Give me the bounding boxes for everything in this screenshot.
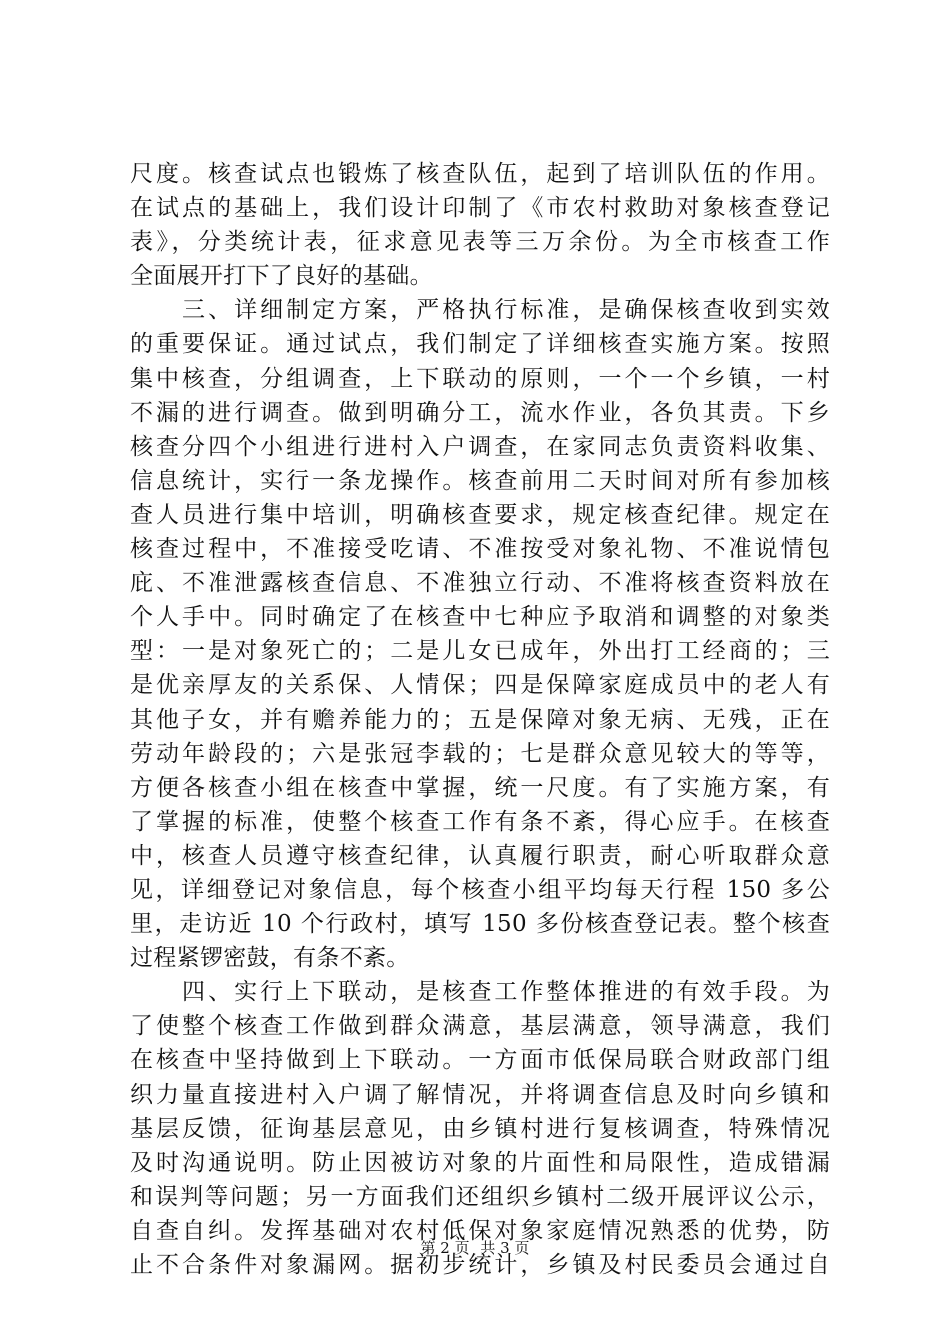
- text-line: 信息统计，实行一条龙操作。核查前用二天时间对所有参加核: [130, 467, 830, 494]
- text-line: 基层反馈，征询基层意见，由乡镇村进行复核调查，特殊情况: [130, 1115, 830, 1142]
- text-line: 自查自纠。发挥基础对农村低保对象家庭情况熟悉的优势，防: [130, 1217, 830, 1244]
- text-line: 庇、不准泄露核查信息、不准独立行动、不准将核查资料放在: [130, 570, 830, 597]
- text-line: 四、实行上下联动，是核查工作整体推进的有效手段。为: [130, 979, 830, 1006]
- page-total: 共 3 页: [480, 1239, 530, 1257]
- text-line: 见，详细登记对象信息，每个核查小组平均每天行程 150 多公: [130, 876, 830, 903]
- text-line: 止不合条件对象漏网。据初步统计，乡镇及村民委员会通过自: [130, 1252, 830, 1278]
- text-line: 三、详细制定方案，严格执行标准，是确保核查收到实效: [130, 297, 830, 324]
- text-line: 劳动年龄段的；六是张冠李载的；七是群众意见较大的等等，: [130, 740, 830, 767]
- text-line: 了使整个核查工作做到群众满意，基层满意，领导满意，我们: [130, 1013, 830, 1040]
- text-line: 织力量直接进村入户调了解情况，并将调查信息及时向乡镇和: [130, 1081, 830, 1108]
- text-line: 表》，分类统计表，征求意见表等三万余份。为全市核查工作: [130, 229, 830, 256]
- document-body: [130, 157, 830, 1282]
- text-line: 其他子女，并有赡养能力的；五是保障对象无病、无残，正在: [130, 706, 830, 733]
- text-line: 在试点的基础上，我们设计印制了《市农村救助对象核查登记: [130, 195, 830, 222]
- text-line: 核查分四个小组进行进村入户调查，在家同志负责资料收集、: [130, 433, 830, 460]
- text-line: 核查过程中，不准接受吃请、不准按受对象礼物、不准说情包: [130, 536, 830, 563]
- text-line: 中，核查人员遵守核查纪律，认真履行职责，耐心听取群众意: [130, 842, 830, 869]
- text-line: 的重要保证。通过试点，我们制定了详细核查实施方案。按照: [130, 331, 830, 358]
- text-line: 不漏的进行调查。做到明确分工，流水作业，各负其责。下乡: [130, 399, 830, 426]
- text-line: 查人员进行集中培训，明确核查要求，规定核查纪律。规定在: [130, 501, 830, 528]
- text-line: 了掌握的标准，使整个核查工作有条不紊，得心应手。在核查: [130, 808, 830, 835]
- text-line: 集中核查，分组调查，上下联动的原则，一个一个乡镇，一村: [130, 365, 830, 392]
- text-line: 方便各核查小组在核查中掌握，统一尺度。有了实施方案，有: [130, 774, 830, 801]
- page-footer: [0, 1238, 950, 1258]
- text-line: 过程紧锣密鼓，有条不紊。: [130, 945, 410, 972]
- text-line: 和误判等问题；另一方面我们还组织乡镇村二级开展评议公示，: [130, 1183, 830, 1210]
- text-line: 个人手中。同时确定了在核查中七种应予取消和调整的对象类: [130, 604, 830, 631]
- text-line: 全面展开打下了良好的基础。: [130, 263, 433, 290]
- text-line: 在核查中坚持做到上下联动。一方面市低保局联合财政部门组: [130, 1047, 830, 1074]
- text-line: 及时沟通说明。防止因被访对象的片面性和局限性，造成错漏: [130, 1149, 830, 1176]
- text-line: 里，走访近 10 个行政村，填写 150 多份核查登记表。整个核查: [130, 911, 830, 938]
- text-line: 型：一是对象死亡的；二是儿女已成年，外出打工经商的；三: [130, 638, 830, 665]
- page-number: 第 2 页: [420, 1239, 470, 1257]
- text-line: 尺度。核查试点也锻炼了核查队伍，起到了培训队伍的作用。: [130, 161, 830, 187]
- text-line: 是优亲厚友的关系保、人情保；四是保障家庭成员中的老人有: [130, 672, 830, 699]
